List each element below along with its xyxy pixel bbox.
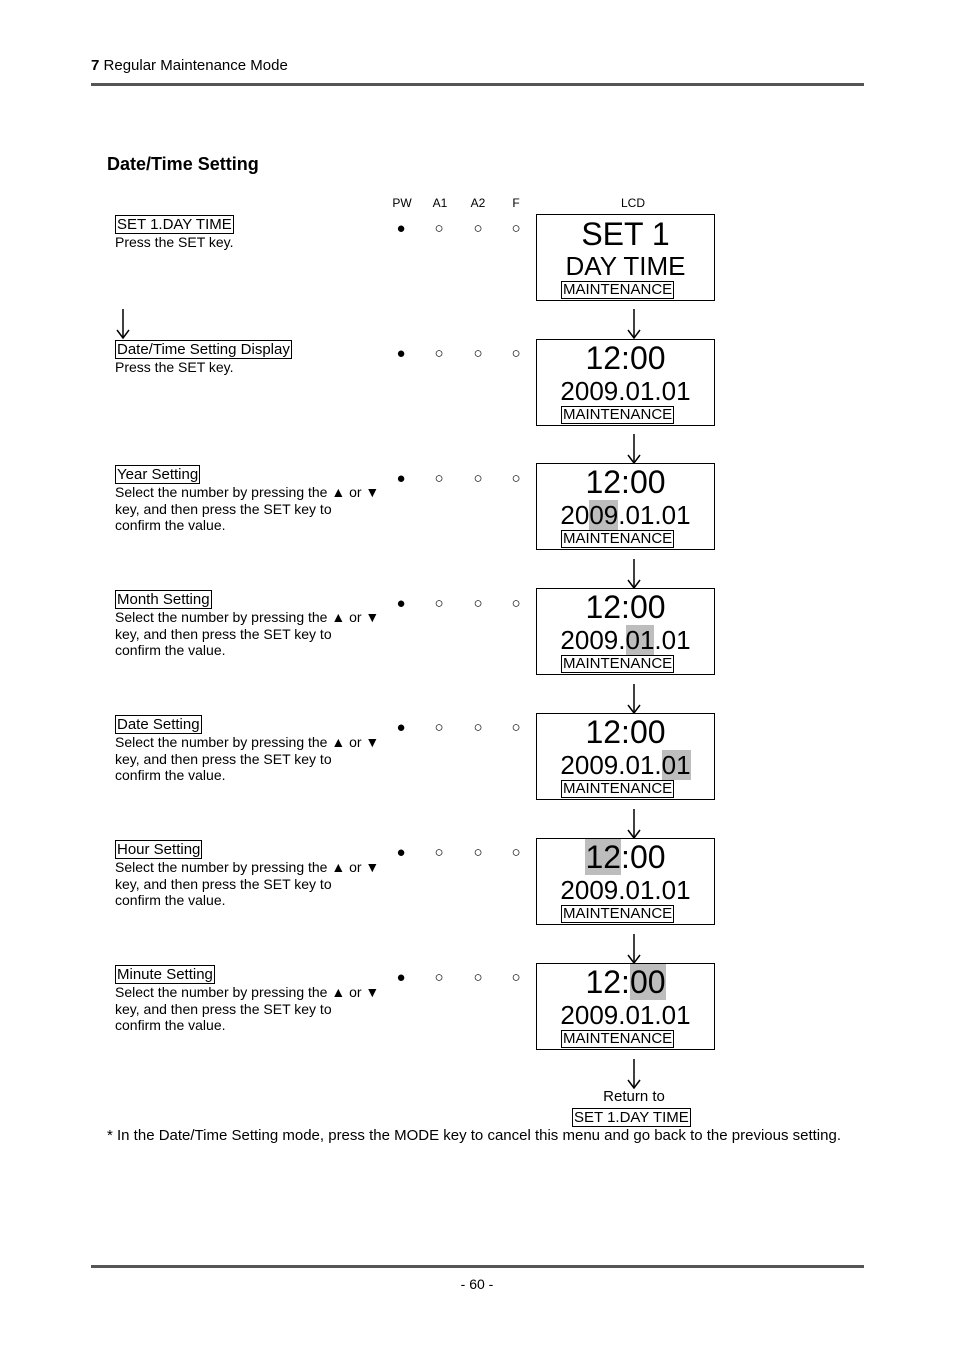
section-title: Date/Time Setting [107,154,259,174]
lcd-display [536,339,715,426]
chapter-number: 7 [91,57,100,74]
indicator-a2: ○ [473,345,483,362]
lcd-line2: 2009.01.01 [560,376,691,406]
indicator-f: ○ [511,844,521,861]
indicator-a1: ○ [434,969,444,986]
lcd-display [536,713,715,800]
lcd-line2: 2009.01.01 [560,625,691,655]
lcd-footer: MAINTENANCE [563,281,673,298]
lcd-highlight: 09 [589,500,619,530]
indicator-f: ○ [511,345,521,362]
step-desc: Select the number by pressing the ▲ or ▼ key, and then press the SET key to confirm the value. [115,984,380,1033]
down-arrow-icon [627,434,641,464]
indicator-f: ○ [511,470,521,487]
return-label: SET 1.DAY TIME [574,1109,689,1126]
down-arrow-icon [116,309,130,339]
lcd-highlight: 01 [625,625,655,655]
col-a2: A2 [470,196,486,210]
indicator-pw: ● [396,220,406,237]
down-arrow-icon [627,309,641,339]
down-arrow-icon [627,684,641,714]
lcd-highlight: 00 [629,964,666,1000]
step-desc: Select the number by pressing the ▲ or ▼ key, and then press the SET key to confirm the value. [115,484,380,533]
lcd-footer: MAINTENANCE [563,530,673,547]
header-rule [91,83,864,86]
return-text: Return to [603,1088,665,1105]
lcd-line2: 2009.01.01 [560,1000,691,1030]
step-desc: Press the SET key. [115,234,234,250]
indicator-f: ○ [511,595,521,612]
step-desc: Select the number by pressing the ▲ or ▼ key, and then press the SET key to confirm the value. [115,859,380,908]
lcd-display [536,463,715,550]
chapter-title: Regular Maintenance Mode [103,57,288,74]
lcd-display [536,214,715,301]
col-pw: PW [392,196,412,210]
indicator-f: ○ [511,719,521,736]
lcd-line2: 2009.01.01 [560,875,691,905]
page-number: - 60 - [460,1276,494,1292]
lcd-footer: MAINTENANCE [563,655,673,672]
lcd-line1: 12:00 [585,589,666,625]
indicator-a1: ○ [434,719,444,736]
indicator-f: ○ [511,969,521,986]
indicator-a1: ○ [434,844,444,861]
lcd-line1: SET 1 [581,216,670,252]
down-arrow-icon [627,934,641,964]
lcd-footer: MAINTENANCE [563,780,673,797]
step-desc: Select the number by pressing the ▲ or ▼ key, and then press the SET key to confirm the value. [115,609,380,658]
indicator-a2: ○ [473,969,483,986]
indicator-pw: ● [396,969,406,986]
indicator-a2: ○ [473,470,483,487]
lcd-highlight: 01 [661,750,691,780]
indicator-a1: ○ [434,220,444,237]
lcd-highlight: 12 [585,839,622,875]
indicator-a1: ○ [434,595,444,612]
indicator-pw: ● [396,595,406,612]
lcd-line1: 12:00 [585,839,666,875]
indicator-pw: ● [396,719,406,736]
lcd-footer: MAINTENANCE [563,1030,673,1047]
indicator-f: ○ [511,220,521,237]
page-header [91,57,288,74]
step-desc: Press the SET key. [115,359,234,375]
down-arrow-icon [627,1059,641,1089]
lcd-line2: DAY TIME [565,251,686,281]
step-label-set1-day-time: SET 1.DAY TIME [117,216,232,233]
lcd-footer: MAINTENANCE [563,406,673,423]
lcd-display [536,838,715,925]
step-label-minute: Minute Setting [117,966,213,983]
lcd-line1: 12:00 [585,714,666,750]
lcd-display [536,588,715,675]
step-label-month: Month Setting [117,591,210,608]
col-f: F [512,196,520,210]
down-arrow-icon [627,809,641,839]
lcd-line2: 2009.01.01 [560,500,691,530]
step-label-year: Year Setting [117,466,199,483]
footnote: * In the Date/Time Setting mode, press the MODE key to cancel this menu and go back to the previous setting. [107,1127,841,1144]
indicator-pw: ● [396,345,406,362]
step-label-hour: Hour Setting [117,841,201,858]
lcd-line1: 12:00 [585,964,666,1000]
col-a1: A1 [432,196,448,210]
indicator-pw: ● [396,470,406,487]
step-label-datetime-display: Date/Time Setting Display [117,341,290,358]
indicator-pw: ● [396,844,406,861]
indicator-a2: ○ [473,844,483,861]
step-label-date: Date Setting [117,716,200,733]
lcd-line1: 12:00 [585,340,666,376]
lcd-line2: 2009.01.01 [560,750,691,780]
indicator-a2: ○ [473,220,483,237]
down-arrow-icon [627,559,641,589]
indicator-a2: ○ [473,595,483,612]
step-desc: Select the number by pressing the ▲ or ▼ key, and then press the SET key to confirm the value. [115,734,380,783]
indicator-a1: ○ [434,470,444,487]
indicator-a2: ○ [473,719,483,736]
footer-rule [91,1265,864,1268]
col-lcd: LCD [620,196,645,210]
lcd-display [536,963,715,1050]
indicator-a1: ○ [434,345,444,362]
lcd-footer: MAINTENANCE [563,905,673,922]
lcd-line1: 12:00 [585,464,666,500]
